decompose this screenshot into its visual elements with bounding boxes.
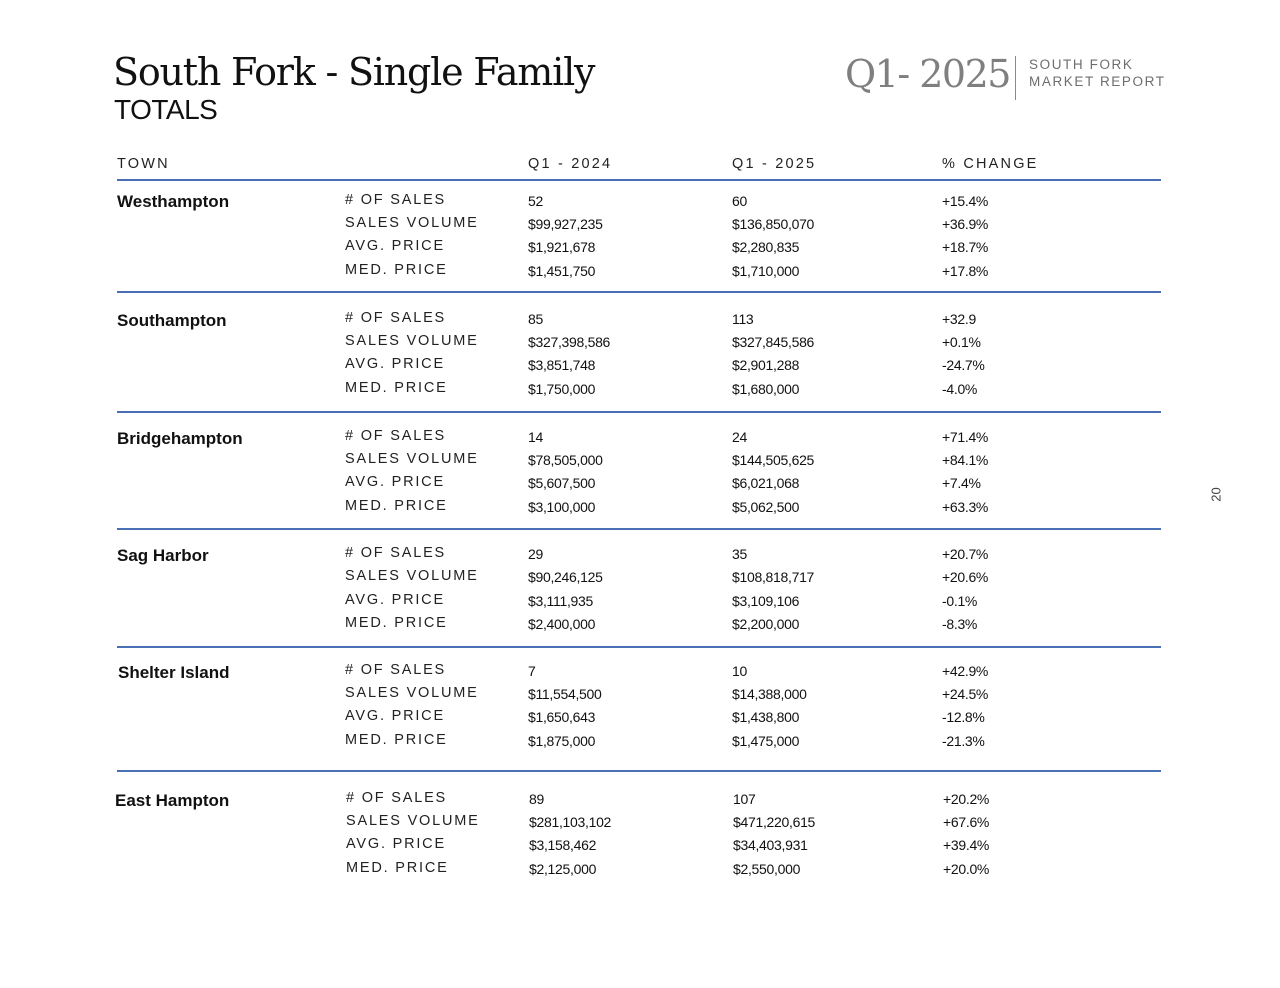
current-value: $1,680,000	[732, 381, 800, 397]
column-header-current: Q1 - 2025	[732, 156, 817, 172]
change-value: +15.4%	[942, 193, 989, 209]
change-value: +20.6%	[942, 569, 989, 585]
prior-value: $281,103,102	[529, 814, 612, 830]
metric-label: SALES VOLUME	[345, 568, 479, 584]
prior-value: $3,851,748	[528, 357, 596, 373]
prior-value: $78,505,000	[528, 452, 603, 468]
prior-value: $5,607,500	[528, 475, 596, 491]
current-value: $471,220,615	[733, 814, 816, 830]
metric-label: # OF SALES	[345, 192, 447, 208]
metric-label: MED. PRICE	[345, 615, 448, 631]
metric-label: SALES VOLUME	[345, 685, 479, 701]
change-value: +71.4%	[942, 429, 989, 445]
change-value: +63.3%	[942, 499, 989, 515]
metric-label: MED. PRICE	[345, 732, 448, 748]
prior-value: 7	[528, 663, 536, 679]
column-header-town: TOWN	[117, 156, 170, 172]
prior-value: 85	[528, 311, 543, 327]
metric-label: MED. PRICE	[345, 262, 448, 278]
prior-value: $1,921,678	[528, 239, 596, 255]
prior-value: $3,158,462	[529, 837, 597, 853]
metric-label: SALES VOLUME	[345, 333, 479, 349]
current-value: 107	[733, 791, 756, 807]
header-divider	[1015, 56, 1016, 100]
current-value: $34,403,931	[733, 837, 808, 853]
change-value: +20.7%	[942, 546, 989, 562]
report-period: Q1- 2025	[845, 52, 1010, 96]
change-value: +17.8%	[942, 263, 989, 279]
current-value: $136,850,070	[732, 216, 815, 232]
change-value: +36.9%	[942, 216, 989, 232]
change-value: +24.5%	[942, 686, 989, 702]
current-value: $2,200,000	[732, 616, 800, 632]
prior-value: $327,398,586	[528, 334, 611, 350]
prior-value: $90,246,125	[528, 569, 603, 585]
section-divider	[117, 770, 1161, 772]
current-value: $2,901,288	[732, 357, 800, 373]
column-header-prior: Q1 - 2024	[528, 156, 613, 172]
prior-value: $2,400,000	[528, 616, 596, 632]
metric-label: MED. PRICE	[346, 860, 449, 876]
metric-label: AVG. PRICE	[346, 836, 446, 852]
current-value: 35	[732, 546, 747, 562]
metric-label: # OF SALES	[345, 428, 447, 444]
metric-label: SALES VOLUME	[346, 813, 480, 829]
current-value: 113	[732, 311, 754, 327]
metric-label: # OF SALES	[345, 662, 447, 678]
metric-label: MED. PRICE	[345, 380, 448, 396]
change-value: +18.7%	[942, 239, 989, 255]
prior-value: $1,750,000	[528, 381, 596, 397]
metric-label: # OF SALES	[346, 790, 448, 806]
current-value: 10	[732, 663, 747, 679]
town-name: Bridgehampton	[117, 429, 243, 448]
current-value: $14,388,000	[732, 686, 807, 702]
current-value: $2,550,000	[733, 861, 801, 877]
prior-value: $99,927,235	[528, 216, 603, 232]
report-name	[1029, 57, 1166, 90]
metric-label: SALES VOLUME	[345, 215, 479, 231]
current-value: 60	[732, 193, 747, 209]
metric-label: AVG. PRICE	[345, 238, 445, 254]
town-name: Southampton	[117, 311, 227, 330]
current-value: $5,062,500	[732, 499, 800, 515]
metric-label: AVG. PRICE	[345, 708, 445, 724]
current-value: $3,109,106	[732, 593, 800, 609]
town-name: Shelter Island	[118, 663, 230, 682]
town-name: Sag Harbor	[117, 546, 209, 565]
report-name-line2: MARKET REPORT	[1029, 73, 1166, 89]
prior-value: $1,875,000	[528, 733, 596, 749]
page-subtitle: TOTALS	[114, 94, 218, 125]
change-value: +84.1%	[942, 452, 989, 468]
current-value: $108,818,717	[732, 569, 815, 585]
current-value: $6,021,068	[732, 475, 800, 491]
change-value: -8.3%	[942, 616, 978, 632]
metric-label: AVG. PRICE	[345, 356, 445, 372]
change-value: -4.0%	[942, 381, 978, 397]
prior-value: 52	[528, 193, 543, 209]
current-value: $1,438,800	[732, 709, 800, 725]
section-divider	[117, 528, 1161, 530]
section-divider	[117, 411, 1161, 413]
metric-label: MED. PRICE	[345, 498, 448, 514]
town-name: Westhampton	[117, 192, 230, 211]
change-value: -0.1%	[942, 593, 978, 609]
prior-value: $3,100,000	[528, 499, 596, 515]
prior-value: $1,650,643	[528, 709, 596, 725]
prior-value: $1,451,750	[528, 263, 596, 279]
change-value: -21.3%	[942, 733, 985, 749]
change-value: +42.9%	[942, 663, 989, 679]
header-rule	[117, 179, 1161, 181]
current-value: $1,710,000	[732, 263, 800, 279]
page-number	[1208, 485, 1230, 505]
prior-value: 29	[528, 546, 543, 562]
section-divider	[117, 291, 1161, 293]
page-number-text: 20	[1208, 487, 1224, 502]
metric-label: # OF SALES	[345, 310, 447, 326]
change-value: +0.1%	[942, 334, 981, 350]
metric-label: AVG. PRICE	[345, 474, 445, 490]
prior-value: $2,125,000	[529, 861, 597, 877]
change-value: +39.4%	[943, 837, 990, 853]
prior-value: 14	[528, 429, 543, 445]
metric-label: SALES VOLUME	[345, 451, 479, 467]
current-value: $2,280,835	[732, 239, 800, 255]
prior-value: 89	[529, 791, 544, 807]
prior-value: $11,554,500	[528, 686, 602, 702]
metric-label: # OF SALES	[345, 545, 447, 561]
current-value: $1,475,000	[732, 733, 800, 749]
page-title: South Fork - Single Family	[113, 50, 595, 94]
section-divider	[117, 646, 1161, 648]
change-value: +20.0%	[943, 861, 990, 877]
change-value: -24.7%	[942, 357, 985, 373]
town-name: East Hampton	[115, 791, 230, 810]
prior-value: $3,111,935	[528, 593, 593, 609]
current-value: $327,845,586	[732, 334, 815, 350]
change-value: -12.8%	[942, 709, 985, 725]
current-value: 24	[732, 429, 747, 445]
report-name-line1: SOUTH FORK	[1029, 57, 1134, 72]
change-value: +7.4%	[942, 475, 981, 491]
column-header-change: % CHANGE	[942, 156, 1039, 172]
change-value: +32.9	[942, 311, 976, 327]
metric-label: AVG. PRICE	[345, 592, 445, 608]
change-value: +67.6%	[943, 814, 990, 830]
change-value: +20.2%	[943, 791, 990, 807]
current-value: $144,505,625	[732, 452, 815, 468]
